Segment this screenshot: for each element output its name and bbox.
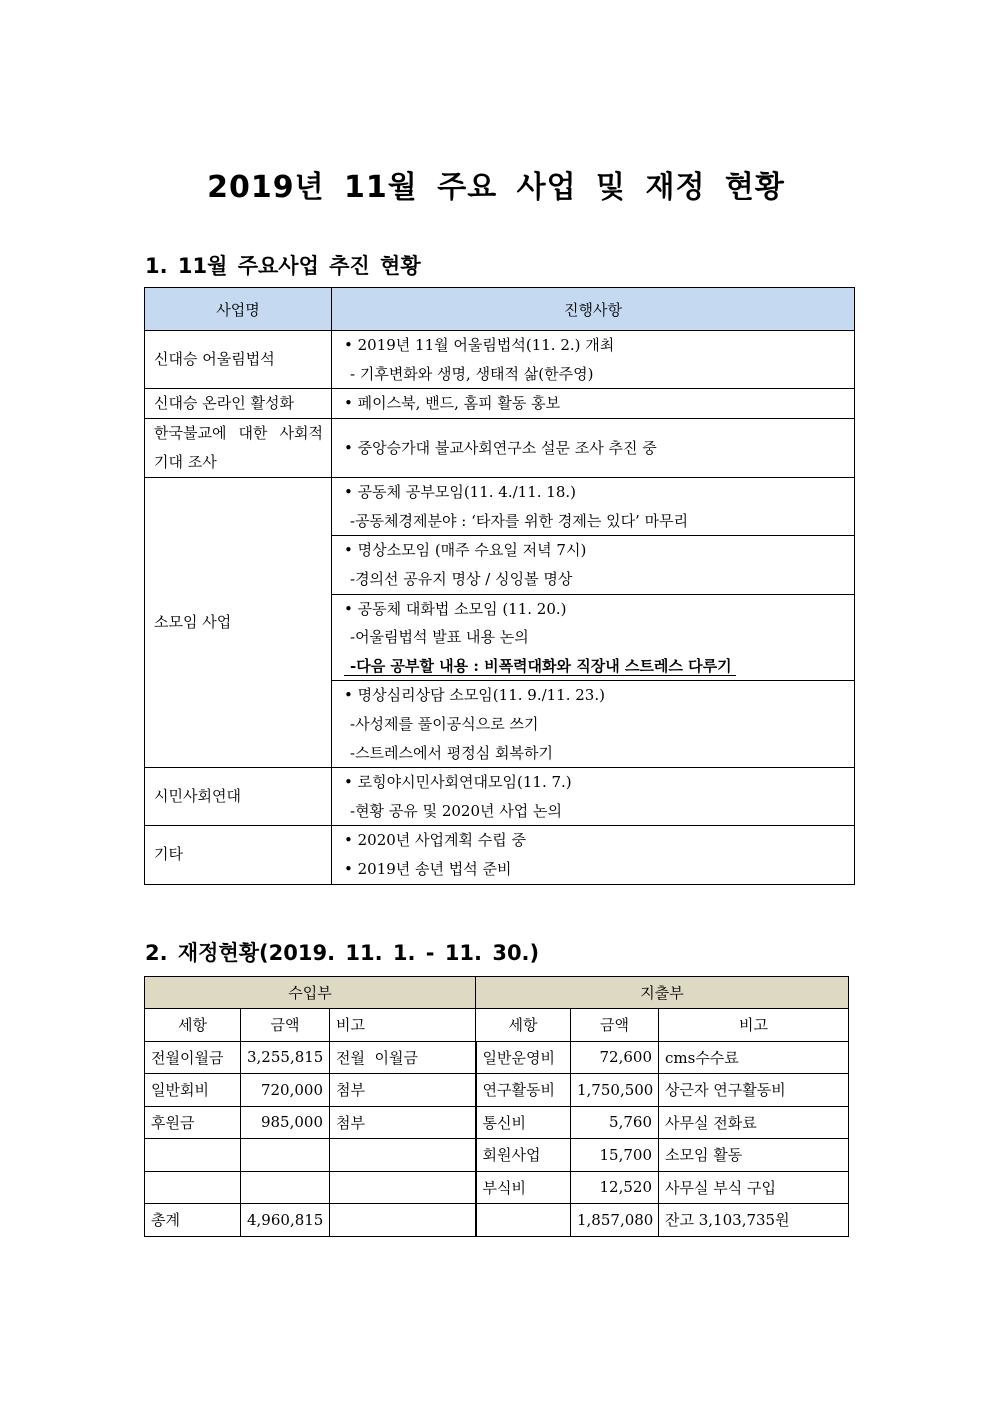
expense-col-amount: 금액 xyxy=(571,1009,659,1042)
detail-line: • 공동체 대화법 소모임 (11. 20.) xyxy=(344,599,567,618)
expense-note: 상근자 연구활동비 xyxy=(659,1074,849,1107)
income-item xyxy=(145,1139,241,1172)
expense-note: 사무실 전화료 xyxy=(659,1106,849,1139)
income-note: 첨부 xyxy=(330,1106,476,1139)
income-item: 전월이월금 xyxy=(145,1041,241,1074)
income-amount: 3,255,815 xyxy=(241,1041,330,1074)
expense-item: 부식비 xyxy=(476,1171,571,1204)
income-amount xyxy=(241,1139,330,1172)
projects-header-row xyxy=(145,288,855,331)
project-name: 기타 xyxy=(145,826,332,884)
detail-line: -공동체경제분야 : ‘타자를 위한 경제는 있다’ 마무리 xyxy=(350,511,689,530)
detail-line: -스트레스에서 평정심 회복하기 xyxy=(350,743,553,762)
expense-amount: 1,750,500 xyxy=(571,1074,659,1107)
expense-amount: 72,600 xyxy=(571,1041,659,1074)
expense-col-note: 비고 xyxy=(659,1009,849,1042)
project-detail xyxy=(332,389,855,419)
expense-note: 소모임 활동 xyxy=(659,1139,849,1172)
expense-total-amount: 1,857,080 xyxy=(571,1204,659,1237)
detail-line: • 페이스북, 밴드, 홈피 활동 홍보 xyxy=(344,394,561,413)
underlined-text: -다음 공부할 내용 : 비폭력대화와 직장내 스트레스 다루기 xyxy=(344,657,736,676)
detail-line: -현황 공유 및 2020년 사업 논의 xyxy=(350,801,562,820)
income-note: 첨부 xyxy=(330,1074,476,1107)
income-item: 후원금 xyxy=(145,1106,241,1139)
table-row xyxy=(145,1074,849,1107)
income-group-header: 수입부 xyxy=(145,977,476,1009)
total-row xyxy=(145,1204,849,1237)
project-detail xyxy=(332,594,855,681)
detail-line: • 중앙승가대 불교사회연구소 설문 조사 추진 중 xyxy=(344,438,657,457)
detail-line: • 2019년 송년 법석 준비 xyxy=(344,859,512,878)
expense-note: 사무실 부식 구입 xyxy=(659,1171,849,1204)
expense-item xyxy=(476,1204,571,1237)
detail-line: -어울림법석 발표 내용 논의 xyxy=(350,628,529,647)
expense-item: 일반운영비 xyxy=(476,1041,571,1074)
income-col-amount: 금액 xyxy=(241,1009,330,1042)
project-name: 시민사회연대 xyxy=(145,768,332,826)
column-header-progress: 진행사항 xyxy=(332,288,855,331)
table-row xyxy=(145,1139,849,1172)
detail-line: -경의선 공유지 명상 / 싱잉볼 명상 xyxy=(350,569,573,588)
income-col-item: 세항 xyxy=(145,1009,241,1042)
detail-line: -사성제를 풀이공식으로 쓰기 xyxy=(350,714,539,733)
detail-line: • 2019년 11월 어울림법석(11. 2.) 개최 xyxy=(344,336,615,354)
section-heading-projects: 1. 11월 주요사업 추진 현황 xyxy=(145,254,421,278)
income-item: 일반회비 xyxy=(145,1074,241,1107)
table-row xyxy=(145,768,855,826)
balance-note: 잔고 3,103,735원 xyxy=(659,1204,849,1237)
expense-item: 회원사업 xyxy=(476,1139,571,1172)
expense-item: 연구활동비 xyxy=(476,1074,571,1107)
project-detail xyxy=(332,681,855,768)
income-amount xyxy=(241,1171,330,1204)
projects-table xyxy=(144,287,855,885)
income-item: 총계 xyxy=(145,1204,241,1237)
project-detail xyxy=(332,419,855,478)
expense-col-item: 세항 xyxy=(476,1009,571,1042)
project-detail xyxy=(332,826,855,884)
page-title: 2019년 11월 주요 사업 및 재정 현황 xyxy=(207,170,785,205)
project-name: 소모임 사업 xyxy=(145,478,332,768)
income-note xyxy=(330,1204,476,1237)
finance-table xyxy=(144,976,849,1237)
income-note xyxy=(330,1139,476,1172)
income-col-note: 비고 xyxy=(330,1009,476,1042)
project-name: 신대승 온라인 활성화 xyxy=(145,389,332,419)
column-header-project-name: 사업명 xyxy=(145,288,332,331)
finance-group-row xyxy=(145,977,849,1009)
detail-line: • 명상소모임 (매주 수요일 저녁 7시) xyxy=(344,541,587,560)
table-row xyxy=(145,1106,849,1139)
income-note xyxy=(330,1171,476,1204)
detail-line: • 공동체 공부모임(11. 4./11. 18.) xyxy=(344,483,576,502)
table-row xyxy=(145,331,855,389)
income-amount: 985,000 xyxy=(241,1106,330,1139)
project-name: 한국불교에 대한 사회적 기대 조사 xyxy=(145,419,332,478)
finance-column-row xyxy=(145,1009,849,1042)
income-amount: 720,000 xyxy=(241,1074,330,1107)
project-detail xyxy=(332,478,855,536)
income-note: 전월 이월금 xyxy=(330,1041,476,1074)
expense-amount: 5,760 xyxy=(571,1106,659,1139)
table-row xyxy=(145,826,855,884)
expense-amount: 15,700 xyxy=(571,1139,659,1172)
project-name: 신대승 어울림법석 xyxy=(145,331,332,389)
income-item xyxy=(145,1171,241,1204)
expense-item: 통신비 xyxy=(476,1106,571,1139)
detail-line-underlined xyxy=(344,652,846,681)
table-row xyxy=(145,419,855,478)
detail-line: • 명상심리상담 소모임(11. 9./11. 23.) xyxy=(344,686,605,705)
project-detail xyxy=(332,331,855,389)
detail-line: • 로힝야시민사회연대모임(11. 7.) xyxy=(344,773,572,792)
detail-line: • 2020년 사업계획 수립 중 xyxy=(344,831,527,850)
expense-note: cms수수료 xyxy=(659,1041,849,1074)
detail-line: - 기후변화와 생명, 생태적 삶(한주영) xyxy=(350,364,594,383)
table-row xyxy=(145,389,855,419)
table-row xyxy=(145,1041,849,1074)
table-row xyxy=(145,478,855,536)
project-detail xyxy=(332,536,855,594)
project-detail xyxy=(332,768,855,826)
table-row xyxy=(145,1171,849,1204)
section-heading-finance: 2. 재정현황(2019. 11. 1. - 11. 30.) xyxy=(145,941,540,965)
expense-group-header: 지출부 xyxy=(476,977,849,1009)
income-total-amount: 4,960,815 xyxy=(241,1204,330,1237)
expense-amount: 12,520 xyxy=(571,1171,659,1204)
